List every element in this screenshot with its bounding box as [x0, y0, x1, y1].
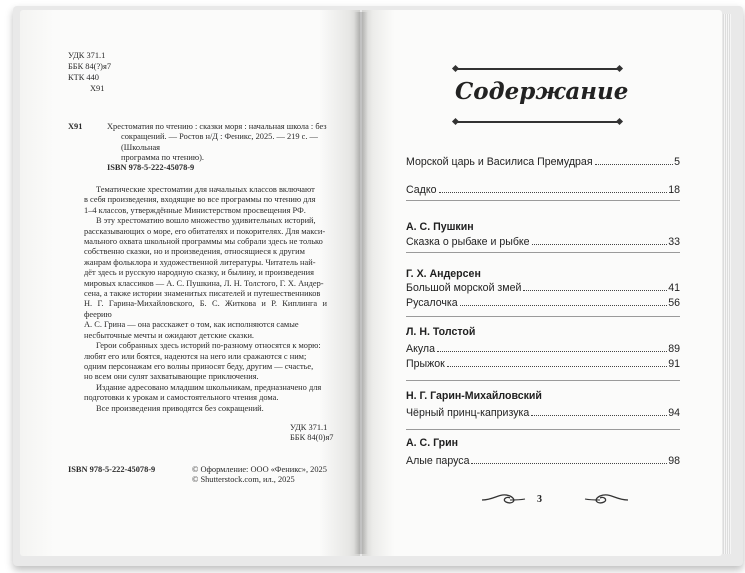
toc-entry-title: Прыжок — [406, 358, 445, 370]
annotation-line: любят его или боятся, надеются на него или сражаются с ним; — [84, 351, 307, 361]
udk-line: УДК 371.1 — [290, 423, 328, 432]
annotation-line: жанрам фольклора и художественной литературы. Читатель най- — [84, 257, 316, 267]
annotation-paragraph — [84, 216, 327, 341]
annotation-line: мировых классиков — А. С. Пушкина, Л. Н. Толстого, Г. Х. Андер- — [84, 278, 324, 288]
annotation — [84, 185, 327, 414]
page-edges — [723, 14, 731, 554]
code-line: Х91 — [90, 84, 105, 93]
annotation-line: в себя произведения, входящие во все программы по чтению для — [84, 195, 316, 205]
toc-entry-page: 98 — [668, 455, 680, 467]
annotation-line: одним персонажам его волны приносят беду, другим — счастье, — [84, 361, 314, 371]
toc-entry-title: Акула — [406, 343, 435, 355]
toc-entry[interactable] — [406, 154, 680, 168]
toc-entry[interactable] — [406, 356, 680, 370]
toc-separator — [406, 252, 680, 253]
classification-codes — [68, 51, 111, 95]
toc-entry-title: Садко — [406, 184, 437, 196]
toc-entry[interactable] — [406, 182, 680, 196]
toc-entry-page: 89 — [668, 343, 680, 355]
code-line: КТК 440 — [68, 73, 99, 82]
book-spine — [354, 12, 368, 554]
isbn-top: ISBN 978-5-222-45078-9 — [107, 163, 195, 172]
toc-author: Н. Г. Гарин-Михайловский — [406, 390, 542, 402]
toc-entry-title: Сказка о рыбаке и рыбке — [406, 236, 530, 248]
toc-entry-page: 18 — [668, 184, 680, 196]
annotation-line: сена, а также истории знаменитых писателей и путешественников — [84, 289, 321, 299]
isbn-bottom: ISBN 978-5-222-45078-9 — [68, 465, 156, 474]
toc-entry-title: Морской царь и Василиса Премудрая — [406, 156, 593, 168]
copyright-block — [192, 465, 327, 486]
toc-dot-leader — [471, 463, 667, 464]
annotation-line: Тематические хрестоматии для начальных классов включают — [96, 185, 315, 194]
toc-author: А. С. Пушкин — [406, 221, 474, 233]
toc-entry-title: Русалочка — [406, 297, 458, 309]
annotation-line: Издание адресовано младшим школьникам, предназначено для — [96, 382, 322, 392]
udk-bottom — [290, 423, 333, 444]
bibliographic-record — [107, 122, 327, 164]
toc-entry[interactable] — [406, 405, 680, 419]
annotation-paragraph — [84, 341, 327, 383]
annotation-paragraph — [84, 383, 327, 404]
toc-dot-leader — [437, 351, 667, 352]
code-line: ББК 84(?)я7 — [68, 62, 112, 71]
toc-entry-page: 91 — [668, 358, 680, 370]
annotation-paragraph — [84, 404, 327, 414]
copyright-line: © Shutterstock.com, ил., 2025 — [192, 475, 295, 485]
toc-dot-leader — [532, 244, 668, 245]
annotation-line: Все произведения приводятся без сокращений. — [96, 403, 264, 413]
annotation-line: дёт здесь и русскую народную сказку, и былину, и произведения — [84, 268, 314, 278]
toc-entry-title: Алые паруса — [406, 455, 470, 467]
toc-separator — [406, 429, 680, 430]
toc-dot-leader — [595, 164, 674, 165]
toc-entry-page: 33 — [668, 236, 680, 248]
toc-entry[interactable] — [406, 234, 680, 248]
toc-author: Л. Н. Толстой — [406, 326, 476, 338]
author-index: Х91 — [68, 122, 83, 131]
toc-entry[interactable] — [406, 295, 680, 309]
annotation-line: подготовки к урокам и самостоятельного чтения дома. — [84, 393, 279, 403]
toc-dot-leader — [460, 305, 668, 306]
annotation-line: Герои собранных здесь историй по-разному относятся к морю: — [96, 341, 321, 351]
title-rule-top — [455, 68, 620, 70]
annotation-line: мального охвата школьной программы мы собрали здесь не только — [84, 237, 323, 247]
toc-author: А. С. Грин — [406, 437, 459, 449]
annotation-line: Н. Г. Гарина-Михайловского, Б. С. Житкова и Р. Киплинга и феерию — [84, 299, 327, 319]
code-line: УДК 371.1 — [68, 51, 106, 60]
toc-entry[interactable] — [406, 280, 680, 294]
toc-separator — [406, 200, 680, 201]
toc-entry-title: Чёрный принц-капризука — [406, 407, 530, 419]
biblio-line: сокращений. — Ростов н/Д : Феникс, 2025. — 219 с. — (Школьная — [121, 132, 318, 152]
biblio-line: программа по чтению). — [121, 153, 205, 163]
toc-dot-leader — [531, 415, 667, 416]
title-rule-bottom — [455, 121, 620, 123]
toc-entry-page: 41 — [668, 282, 680, 294]
annotation-line: рассказывающих о море, его обитателях и покорителях. Для макси- — [84, 226, 326, 236]
toc-author: Г. Х. Андерсен — [406, 268, 481, 280]
annotation-line: но всем они сулят захватывающие приключения. — [84, 372, 259, 382]
annotation-paragraph — [84, 185, 327, 216]
toc-separator — [406, 380, 680, 381]
page-number: 3 — [537, 494, 542, 505]
toc-entry-page: 94 — [668, 407, 680, 419]
annotation-line: 1–4 классов, утверждённые Министерством просвещения РФ. — [84, 205, 306, 215]
annotation-line: А. С. Грина — она расскажет о том, как исполняются самые — [84, 320, 299, 330]
toc-separator — [406, 316, 680, 317]
annotation-line: В эту хрестоматию вошло множество удивительных историй, — [96, 216, 316, 226]
footer-ornament — [480, 488, 630, 508]
annotation-line: несбыточные мечты и ожидают детские сказки. — [84, 330, 255, 340]
toc-entry[interactable] — [406, 453, 680, 467]
annotation-line: собственно сказки, но и произведения, относящиеся к другим — [84, 247, 305, 257]
toc-dot-leader — [447, 366, 667, 367]
toc-entry-title: Большой морской змей — [406, 282, 522, 294]
copyright-line: © Оформление: ООО «Феникс», 2025 — [192, 465, 327, 474]
biblio-line: Хрестоматия по чтению : сказки моря : начальная школа : без — [107, 122, 327, 131]
toc-entry-page: 56 — [668, 297, 680, 309]
contents-title: Содержание — [455, 78, 629, 105]
toc-dot-leader — [439, 192, 668, 193]
bbk-line: ББК 84(0)я7 — [290, 433, 334, 443]
toc-entry[interactable] — [406, 341, 680, 355]
toc-entry-page: 5 — [674, 156, 680, 168]
toc-dot-leader — [523, 290, 667, 291]
